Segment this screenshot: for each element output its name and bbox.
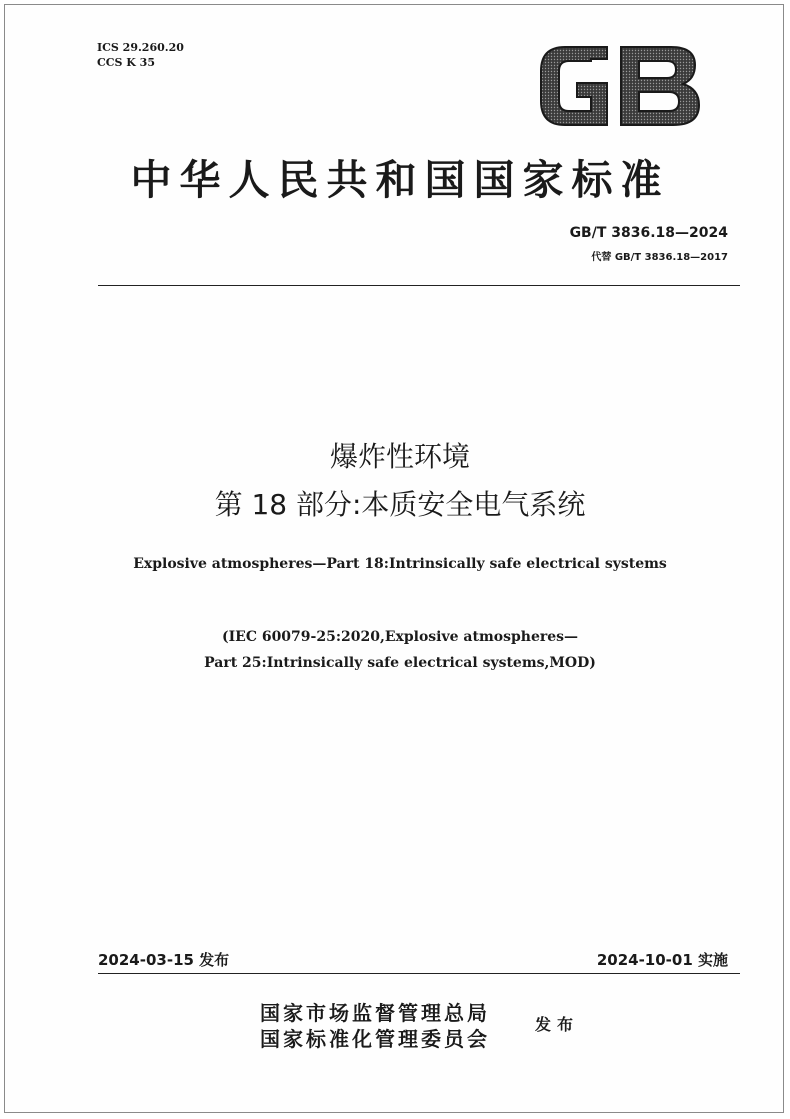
publisher-samr: 国家市场监督管理总局 <box>260 1001 490 1025</box>
standard-category-title: 中华人民共和国国家标准 <box>130 156 670 204</box>
issue-date: 2024-03-15 发布 <box>98 951 230 969</box>
publisher-sac: 国家标准化管理委员会 <box>260 1027 490 1051</box>
footer-divider <box>98 973 740 974</box>
document-page <box>4 4 784 1113</box>
replaces-standard: 代替 GB/T 3836.18—2017 <box>591 252 728 263</box>
standard-number: GB/T 3836.18—2024 <box>569 225 728 241</box>
iec-reference-line1: (IEC 60079-25:2020,Explosive atmospheres— <box>221 629 579 645</box>
ics-code: ICS 29.260.20 <box>97 41 184 54</box>
classification-codes <box>97 40 184 70</box>
title-en: Explosive atmospheres—Part 18:Intrinsically safe electrical systems <box>133 556 667 572</box>
gb-logo <box>535 43 703 129</box>
publish-label: 发布 <box>535 1015 580 1034</box>
ccs-code: CCS K 35 <box>97 56 155 69</box>
title-cn-main: 爆炸性环境 <box>329 440 470 473</box>
iec-reference-line2: Part 25:Intrinsically safe electrical systems,MOD) <box>204 655 596 671</box>
header-divider <box>98 285 740 286</box>
title-cn-part: 第 18 部分:本质安全电气系统 <box>214 488 586 521</box>
implementation-date: 2024-10-01 实施 <box>596 951 728 969</box>
